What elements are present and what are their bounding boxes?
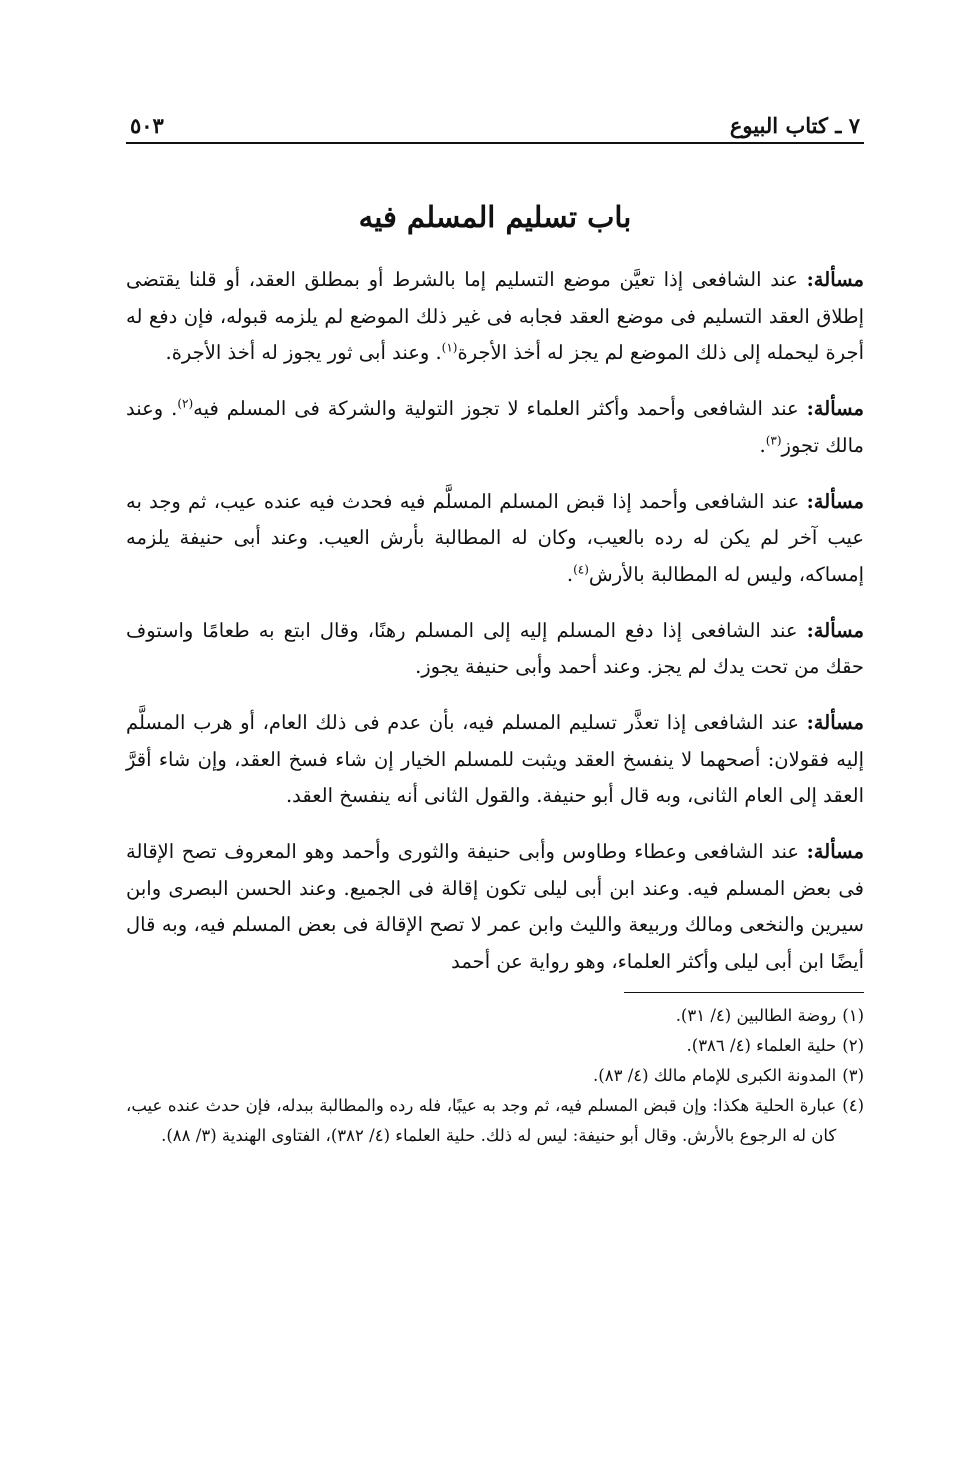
issue-text-tail: . وعند أبى ثور يجوز له أخذ الأجرة. bbox=[165, 341, 442, 364]
footnote-text: عبارة الحلية هكذا: وإن قبض المسلم فيه، ثم وجد به عيبًا، فله رده والمطالبة ببدله، فإن حدث عنده عيب، كان له الرجوع بالأرش. وقال أبو حنيفة: ليس له ذلك. حلية العلماء (٤/ ٣٨٢)، الفتاوى الهندية (٣/ ٨٨). bbox=[126, 1096, 837, 1145]
issue-paragraph bbox=[126, 391, 864, 464]
issue-label: مسألة: bbox=[806, 489, 864, 513]
issue-paragraph bbox=[126, 262, 864, 372]
issue-label: مسألة: bbox=[806, 840, 864, 863]
issue-paragraph bbox=[126, 484, 864, 594]
footnote-ref: (٣) bbox=[765, 433, 782, 447]
footnotes bbox=[126, 1001, 864, 1151]
footnote-number: (٢) bbox=[842, 1036, 864, 1055]
footnote-number: (٤) bbox=[842, 1096, 864, 1115]
book-page bbox=[126, 96, 864, 1151]
section-heading: باب تسليم المسلم فيه bbox=[358, 200, 632, 234]
issue-text: عند الشافعى وعطاء وطاوس وأبى حنيفة والثورى وأحمد وهو المعروف تصح الإقالة فى بعض المسلم فيه. وعند ابن أبى ليلى تكون إقالة فى الجميع. وعند الحسن البصرى وابن سيرين والنخعى ومالك وربيعة والليث وابن عمر لا تصح الإقالة فى بعض المسلم فيه، وبه قال أيضًا ابن أبى ليلى وأكثر العلماء، وهو رواية عن أحمد bbox=[126, 840, 864, 973]
footnote bbox=[126, 1001, 864, 1031]
footnote-ref: (٢) bbox=[177, 396, 194, 411]
issue-text-tail: . bbox=[759, 433, 766, 457]
issue-text-tail: . وعند مالك تجوز bbox=[126, 397, 864, 457]
running-header bbox=[126, 96, 864, 144]
issue-text: عند الشافعى إذا دفع المسلم إليه إلى المسلم رهنًا، وقال ابتع به طعامًا واستوف حقك من تحت يدك لم يجز. وعند أحمد وأبى حنيفة يجوز. bbox=[126, 618, 864, 678]
issue-label: مسألة: bbox=[806, 397, 864, 420]
footnote-ref: (١) bbox=[441, 340, 458, 355]
page-number: ٥٠٣ bbox=[130, 113, 164, 138]
issue-label: مسألة: bbox=[806, 711, 864, 734]
footnote-number: (٣) bbox=[842, 1066, 864, 1085]
chapter-title: ٧ ـ كتاب البيوع bbox=[729, 113, 860, 138]
footnote-text: المدونة الكبرى للإمام مالك (٤/ ٨٣). bbox=[593, 1066, 837, 1085]
issue-paragraph bbox=[126, 613, 864, 686]
issue-text: عند الشافعى إذا تعذَّر تسليم المسلم فيه، بأن عدم فى ذلك العام، أو هرب المسلَّم إليه فقولان: أصحهما لا ينفسخ العقد ويثبت للمسلم الخيار إن شاء فسخ العقد، وإن شاء أقرَّ العقد إلى العام الثانى، وبه قال أبو حنيفة. والقول الثانى أنه ينفسخ العقد. bbox=[126, 711, 864, 807]
issue-paragraph bbox=[126, 705, 864, 815]
issue-paragraph bbox=[126, 834, 864, 980]
issue-text: عند الشافعى وأحمد إذا قبض المسلم المسلَّم فيه فحدث فيه عنده عيب، ثم وجد به عيب آخر لم يكن له رده بالعيب، وكان له المطالبة بأرش العيب. وعند أبى حنيفة يلزمه إمساكه، وليس له المطالبة بالأرش bbox=[126, 489, 864, 586]
issue-text: عند الشافعى إذا تعيَّن موضع التسليم إما بالشرط أو بمطلق العقد، أو قلنا يقتضى إطلاق العقد التسليم فى موضع العقد فجابه فى غير ذلك الموضع لم يلزمه قبوله، فإن دفع له أجرة ليحمله إلى ذلك الموضع لم يجز له أخذ الأجرة bbox=[126, 268, 864, 364]
footnote-text: روضة الطالبين (٤/ ٣١). bbox=[675, 1006, 837, 1025]
footnote bbox=[126, 1091, 864, 1151]
issue-text: عند الشافعى وأحمد وأكثر العلماء لا تجوز التولية والشركة فى المسلم فيه bbox=[193, 397, 807, 420]
footnote-number: (١) bbox=[842, 1006, 864, 1025]
footnote bbox=[126, 1061, 864, 1091]
issue-label: مسألة: bbox=[806, 618, 864, 642]
footnote-divider bbox=[624, 992, 864, 993]
footnote bbox=[126, 1031, 864, 1061]
footnote-text: حلية العلماء (٤/ ٣٨٦). bbox=[686, 1036, 837, 1055]
footnote-ref: (٤) bbox=[573, 562, 589, 576]
issue-text-tail: . bbox=[566, 562, 574, 586]
issue-label: مسألة: bbox=[806, 268, 864, 291]
